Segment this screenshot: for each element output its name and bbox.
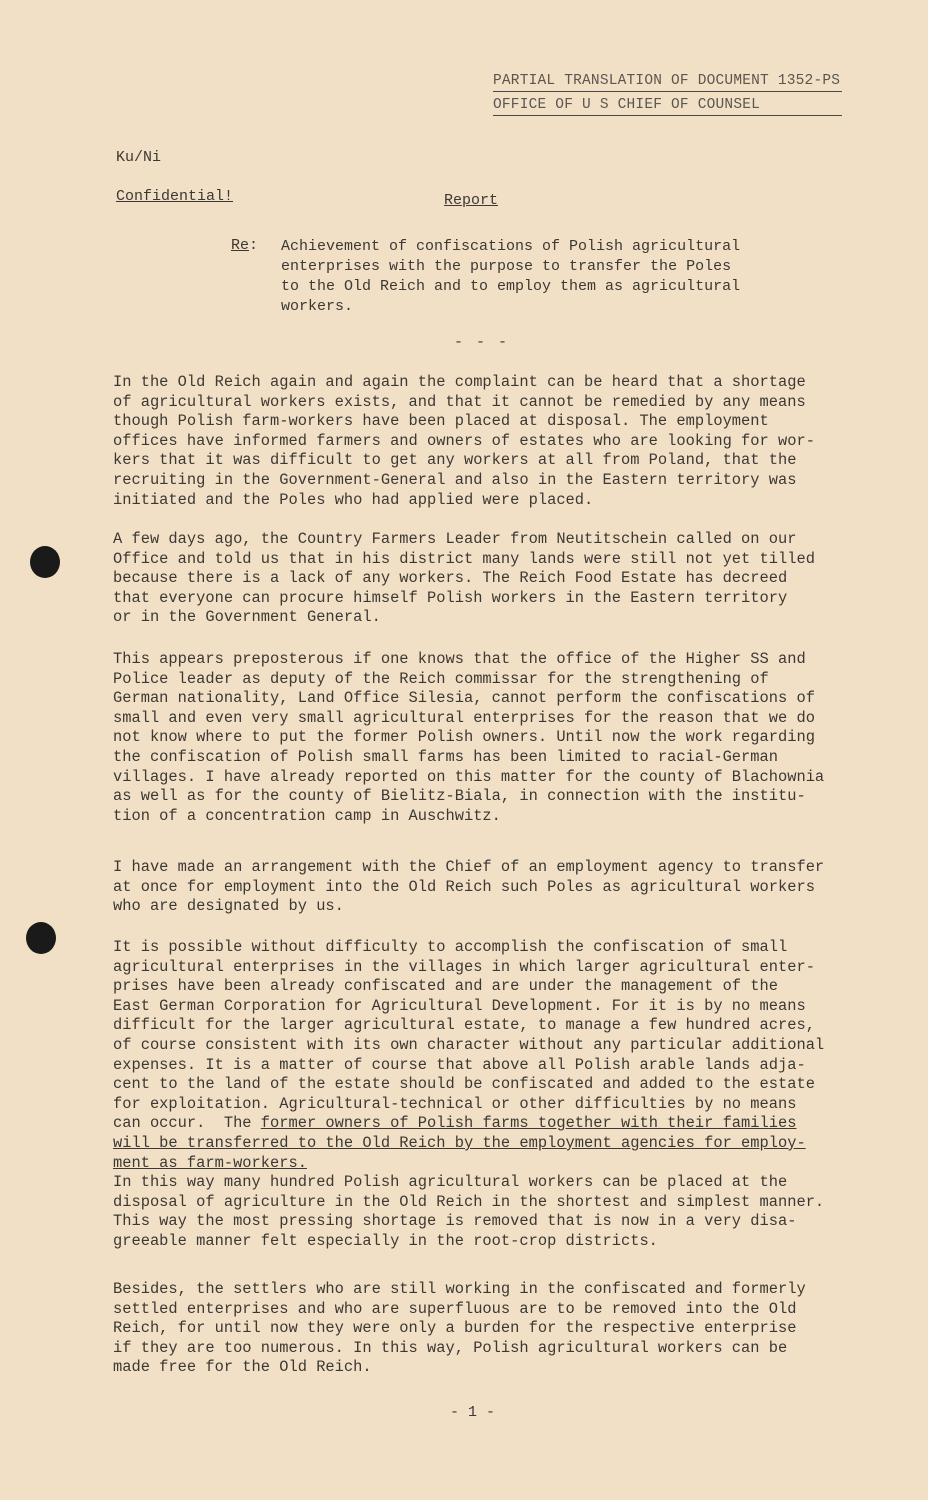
paragraph-3 [113,650,824,826]
paragraph-4 [113,858,824,917]
text-line: because there is a lack of any workers. The Reich Food Estate has decreed [113,569,788,588]
text-line: greeable manner felt especially in the root-crop districts. [113,1231,658,1250]
text-line: if they are too numerous. In this way, Polish agricultural workers can be [113,1338,788,1357]
text-line: Police leader as deputy of the Reich commissar for the strengthening of [113,669,769,688]
subject-text [281,237,801,317]
punch-hole-bottom [26,922,56,954]
classification-label: Confidential! [116,188,234,205]
text-line: can occur. The former owners of Polish farms together with their families [113,1114,797,1133]
header-line-1: PARTIAL TRANSLATION OF DOCUMENT 1352-PS [493,71,842,92]
text-line: cent to the land of the estate should be confiscated and added to the estate [113,1075,815,1094]
text-line: villages. I have already reported on this matter for the county of Blachownia [113,767,825,786]
text-line: agricultural enterprises in the villages in which larger agricultural enter- [113,957,815,976]
paragraph-5 [113,938,824,1252]
text-line: disposal of agriculture in the Old Reich in the shortest and simplest manner. [113,1192,825,1211]
reference-code: Ku/Ni [116,149,162,166]
page-number: - 1 - [450,1404,496,1421]
text-line: I have made an arrangement with the Chief of an employment agency to transfer [113,858,825,876]
text-line: small and even very small agricultural enterprises for the reason that we do [113,708,815,727]
text-line: In this way many hundred Polish agricultural workers can be placed at the [113,1173,788,1192]
underlined-line: ment as farm-workers. [113,1153,307,1172]
text-line: that everyone can procure himself Polish workers in the Eastern territory [113,588,788,607]
text-line: as well as for the county of Bielitz-Biala, in connection with the institu- [113,787,806,806]
text-line: expenses. It is a matter of course that above all Polish arable lands adja- [113,1055,806,1074]
text-line: offices have informed farmers and owners of estates who are looking for wor- [113,431,815,450]
text-line: though Polish farm-workers have been placed at disposal. The employment [113,412,769,431]
subject-line: enterprises with the purpose to transfer the Poles [281,258,732,275]
text-line: Besides, the settlers who are still working in the confiscated and formerly [113,1280,806,1298]
text-line: It is possible without difficulty to accomplish the confiscation of small [113,938,788,956]
text-line: made free for the Old Reich. [113,1358,372,1377]
text-line: not know where to put the former Polish owners. Until now the work regarding [113,728,815,747]
paragraph-1 [113,373,815,510]
text-line: A few days ago, the Country Farmers Leader from Neutitschein called on our [113,530,797,548]
text-line: This way the most pressing shortage is removed that is now in a very disa- [113,1212,797,1231]
text-line: kers that it was difficult to get any workers at all from Poland, that the [113,451,797,470]
text-line: for exploitation. Agricultural-technical or other difficulties by no means [113,1094,797,1113]
text-line: at once for employment into the Old Reich such Poles as agricultural workers [113,877,815,896]
text-line: of course consistent with its own character without any particular additional [113,1035,825,1054]
text-line: East German Corporation for Agricultural Development. For it is by no means [113,996,806,1015]
punch-hole-top [30,546,60,578]
text-line: This appears preposterous if one knows that the office of the Higher SS and [113,650,806,668]
text-line: Office and told us that in his district many lands were still not yet tilled [113,549,815,568]
paragraph-6 [113,1280,806,1378]
text-line: who are designated by us. [113,897,344,916]
underlined-line: will be transferred to the Old Reich by the employment agencies for employ- [113,1133,806,1152]
translation-header [493,71,842,116]
subject-line: Achievement of confiscations of Polish agricultural [281,238,741,255]
subject-line: workers. [281,298,354,315]
document-title: Report [444,192,499,209]
subject-label: Re: [231,237,259,254]
text-line: German nationality, Land Office Silesia, cannot perform the confiscations of [113,689,815,708]
text-line: difficult for the larger agricultural estate, to manage a few hundred acres, [113,1016,815,1035]
text-line: of agricultural workers exists, and that it cannot be remedied by any means [113,392,806,411]
subject-line: to the Old Reich and to employ them as agricultural [281,278,741,295]
text-line: or in the Government General. [113,608,381,627]
text-line: settled enterprises and who are superfluous are to be removed into the Old [113,1299,797,1318]
text-line: tion of a concentration camp in Auschwitz. [113,806,501,825]
text-line: the confiscation of Polish small farms has been limited to racial-German [113,747,778,766]
text-line: Reich, for until now they were only a burden for the respective enterprise [113,1319,797,1338]
paragraph-2 [113,530,815,628]
text-line: recruiting in the Government-General and also in the Eastern territory was [113,470,797,489]
text-line: initiated and the Poles who had applied were placed. [113,490,594,509]
underlined-passage: former owners of Polish farms together with their families [260,1114,797,1133]
text-line: In the Old Reich again and again the complaint can be heard that a shortage [113,373,806,391]
section-separator: - - - [454,334,510,351]
header-line-2: OFFICE OF U S CHIEF OF COUNSEL [493,95,842,116]
text-line: prises have been already confiscated and are under the management of the [113,977,778,996]
